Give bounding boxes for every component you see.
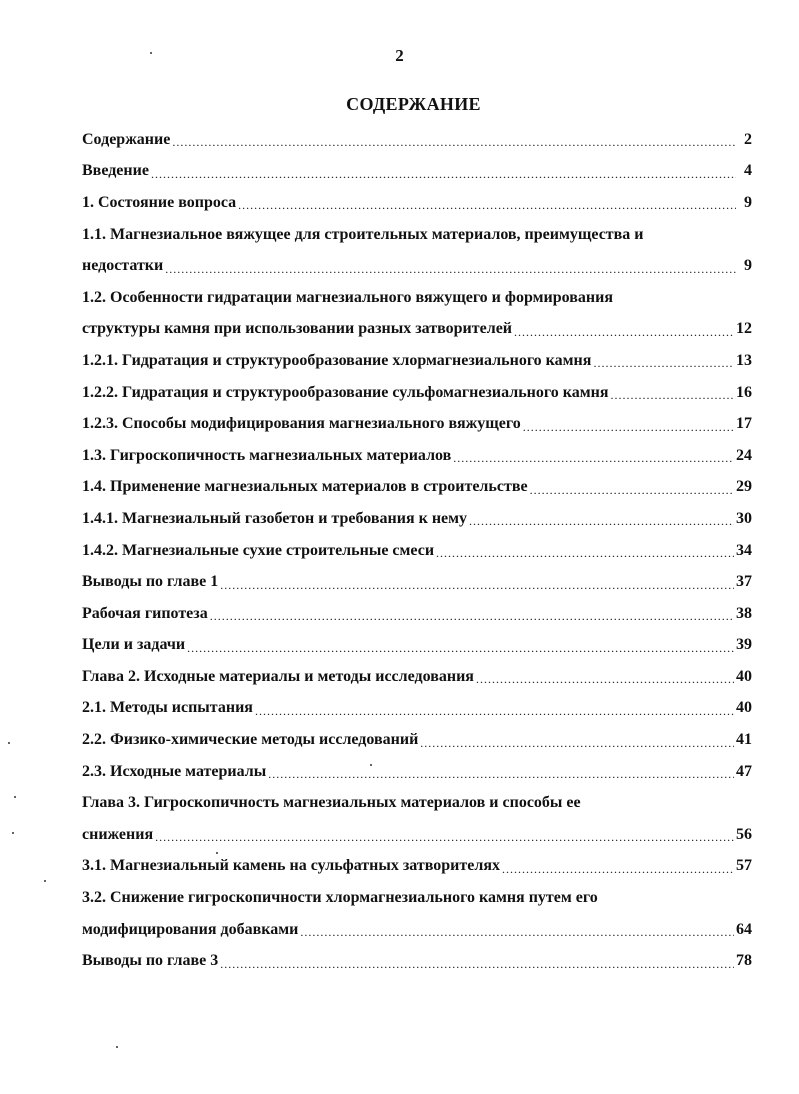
toc-entry: [82, 535, 752, 567]
toc-entry-label: 1.2.2. Гидратация и структурообразование сульфомагнезиального камня: [82, 383, 609, 401]
toc-entry: [82, 503, 752, 535]
toc-entry: [82, 124, 752, 156]
toc-entry-page: 57: [736, 857, 752, 875]
scan-speck: [116, 1046, 118, 1048]
toc-entry-page: 9: [744, 193, 752, 211]
dot-leader: [502, 862, 734, 877]
dot-leader: [300, 925, 734, 940]
toc-entry-page: 4: [744, 162, 752, 180]
dot-leader: [172, 135, 736, 150]
dot-leader: [255, 704, 734, 719]
toc-entry-page: 16: [736, 383, 752, 401]
toc-entry: [82, 598, 752, 630]
toc-entry-label: Глава 3. Гигроскопичность магнезиальных материалов и способы ее: [82, 794, 581, 812]
toc-entry-page: 41: [736, 731, 752, 749]
toc-entry: [82, 566, 752, 598]
toc-entry-label: 2.3. Исходные материалы: [82, 762, 267, 780]
dot-leader: [151, 167, 736, 182]
toc-entry: [82, 472, 752, 504]
toc-entry-page: 39: [736, 636, 752, 654]
toc-entry: [82, 440, 752, 472]
scan-speck: [216, 852, 218, 854]
toc-entry-label: недостатки: [82, 257, 164, 275]
dot-leader: [238, 198, 736, 213]
toc-entry: [82, 724, 752, 756]
toc-entry: [82, 250, 752, 282]
toc-entry: [82, 661, 752, 693]
toc-entry: [82, 408, 752, 440]
toc-entry-label: Цели и задачи: [82, 636, 186, 654]
toc-entry-page: 40: [736, 667, 752, 685]
toc-entry: [82, 377, 752, 409]
toc-entry-page: 34: [736, 541, 752, 559]
dot-leader: [210, 609, 734, 624]
toc-entry-page: 64: [736, 920, 752, 938]
dot-leader: [155, 830, 734, 845]
toc-entry-page: 30: [736, 509, 752, 527]
toc-entry-label: Глава 2. Исходные материалы и методы исследования: [82, 667, 474, 685]
toc-entry-label: Содержание: [82, 130, 171, 148]
toc-entry-label: 1.4.2. Магнезиальные сухие строительные смеси: [82, 541, 435, 559]
dot-leader: [523, 420, 734, 435]
page-title: СОДЕРЖАНИЕ: [346, 94, 481, 114]
dot-leader: [436, 546, 734, 561]
toc-entry-label: структуры камня при использовании разных затворителей: [82, 320, 513, 338]
dot-leader: [220, 578, 734, 593]
dot-leader: [514, 325, 734, 340]
toc-entry: [82, 882, 752, 914]
toc-entry-label: Выводы по главе 1: [82, 573, 219, 591]
scan-speck: [150, 52, 152, 54]
dot-leader: [165, 262, 736, 277]
toc-entry-label: Введение: [82, 162, 149, 180]
toc-entry-page: 13: [736, 351, 752, 369]
scan-speck: [44, 880, 46, 882]
toc-entry-label: 3.2. Снижение гигроскопичности хлормагнезиального камня путем его: [82, 889, 598, 907]
dot-leader: [530, 483, 734, 498]
scan-speck: [8, 742, 10, 744]
toc-entry-label: 1. Состояние вопроса: [82, 193, 237, 211]
toc-entry: [82, 819, 752, 851]
toc-entry-label: модифицирования добавками: [82, 920, 299, 938]
dot-leader: [611, 388, 735, 403]
toc-entry-label: 2.2. Физико-химические методы исследований: [82, 731, 419, 749]
toc-entry: [82, 282, 752, 314]
toc-entry: [82, 187, 752, 219]
toc-entry: [82, 314, 752, 346]
toc-entry-page: 2: [744, 130, 752, 148]
dot-leader: [420, 736, 734, 751]
toc-entry-label: 1.4. Применение магнезиальных материалов в строительстве: [82, 478, 528, 496]
toc-entry-label: 1.1. Магнезиальное вяжущее для строительных материалов, преимущества и: [82, 225, 644, 243]
toc-entry-page: 78: [736, 952, 752, 970]
toc-entry-page: 56: [736, 825, 752, 843]
scan-speck: [14, 796, 16, 798]
toc-entry: [82, 756, 752, 788]
scan-speck: [370, 764, 372, 766]
dot-leader: [187, 641, 734, 656]
toc-entry: [82, 787, 752, 819]
toc-entry-page: 9: [744, 257, 752, 275]
dot-leader: [593, 356, 734, 371]
toc-entry-page: 12: [736, 320, 752, 338]
toc-entry-label: Рабочая гипотеза: [82, 604, 208, 622]
toc-entry-label: 1.2.1. Гидратация и структурообразование хлормагнезиального камня: [82, 351, 592, 369]
toc-entry-page: 47: [736, 762, 752, 780]
toc-entry-label: 1.3. Гигроскопичность магнезиальных материалов: [82, 446, 452, 464]
page-number: 2: [395, 46, 404, 65]
toc-entry-label: Выводы по главе 3: [82, 952, 219, 970]
toc-entry-label: 1.2.3. Способы модифицирования магнезиального вяжущего: [82, 415, 521, 433]
dot-leader: [220, 957, 734, 972]
table-of-contents: [82, 124, 752, 977]
toc-entry-page: 38: [736, 604, 752, 622]
scan-speck: [12, 832, 14, 834]
toc-entry-page: 24: [736, 446, 752, 464]
toc-entry: [82, 156, 752, 188]
dot-leader: [453, 451, 734, 466]
toc-entry: [82, 693, 752, 725]
dot-leader: [476, 672, 734, 687]
toc-entry: [82, 945, 752, 977]
toc-entry: [82, 851, 752, 883]
toc-entry-page: 37: [736, 573, 752, 591]
toc-entry: [82, 219, 752, 251]
toc-entry-label: 3.1. Магнезиальный камень на сульфатных затворителях: [82, 857, 500, 875]
toc-entry-label: 2.1. Методы испытания: [82, 699, 253, 717]
toc-entry-page: 40: [736, 699, 752, 717]
dot-leader: [469, 514, 734, 529]
toc-entry: [82, 630, 752, 662]
toc-entry: [82, 345, 752, 377]
toc-entry-page: 17: [736, 415, 752, 433]
toc-entry-page: 29: [736, 478, 752, 496]
toc-entry-label: 1.2. Особенности гидратации магнезиального вяжущего и формирования: [82, 288, 613, 306]
toc-entry-label: снижения: [82, 825, 154, 843]
toc-entry-label: 1.4.1. Магнезиальный газобетон и требования к нему: [82, 509, 468, 527]
toc-entry: [82, 914, 752, 946]
dot-leader: [268, 767, 734, 782]
